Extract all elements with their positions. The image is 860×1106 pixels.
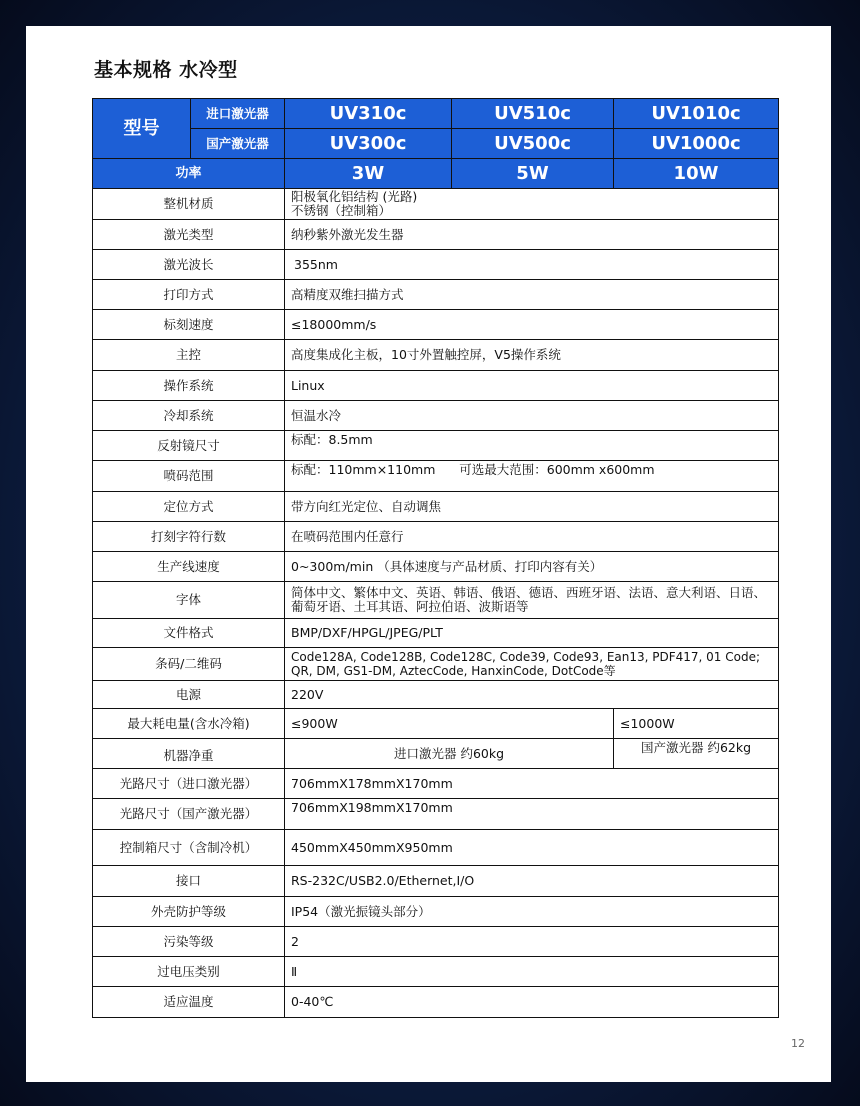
material-line-1: 阳极氧化铝结构 (光路)	[291, 189, 418, 204]
line-speed-value: 0~300m/min （具体速度与产品材质、打印内容有关）	[285, 552, 779, 582]
imported-model-2: UV510c	[452, 99, 614, 129]
material-label: 整机材质	[93, 189, 285, 220]
positioning-label: 定位方式	[93, 492, 285, 522]
file-format-value: BMP/DXF/HPGL/JPEG/PLT	[285, 619, 779, 648]
coding-range-label: 喷码范围	[93, 461, 285, 492]
spec-row-marking-speed	[93, 310, 779, 340]
cooling-value: 恒温水冷	[285, 401, 779, 431]
spec-row-optical-domestic	[93, 799, 779, 830]
barcode-label: 条码/二维码	[93, 648, 285, 681]
spec-row-protection	[93, 897, 779, 927]
spec-row-pollution	[93, 927, 779, 957]
max-power-label: 最大耗电量(含水冷箱)	[93, 709, 285, 739]
header-row-power	[93, 159, 779, 189]
control-box-label: 控制箱尺寸（含制冷机）	[93, 830, 285, 866]
power-supply-label: 电源	[93, 681, 285, 709]
spec-row-cooling	[93, 401, 779, 431]
spec-row-fonts	[93, 582, 779, 619]
spec-row-wavelength	[93, 250, 779, 280]
spec-row-interface	[93, 866, 779, 897]
pollution-value: 2	[285, 927, 779, 957]
power-value-1: 3W	[285, 159, 452, 189]
protection-value: IP54（激光振镜头部分）	[285, 897, 779, 927]
spec-page	[26, 26, 831, 1082]
optical-domestic-value: 706mmX198mmX170mm	[285, 799, 779, 830]
temperature-label: 适应温度	[93, 987, 285, 1018]
spec-row-line-speed	[93, 552, 779, 582]
spec-row-power-supply	[93, 681, 779, 709]
control-box-value: 450mmX450mmX950mm	[285, 830, 779, 866]
lines-value: 在喷码范围内任意行	[285, 522, 779, 552]
spec-row-os	[93, 371, 779, 401]
spec-row-controller	[93, 340, 779, 371]
spec-row-overvoltage	[93, 957, 779, 987]
max-power-value-imported: ≤900W	[285, 709, 614, 739]
spec-row-weight	[93, 739, 779, 769]
page-number: 12	[791, 1037, 805, 1050]
spec-row-print-method	[93, 280, 779, 310]
page-title: 基本规格 水冷型	[94, 59, 238, 81]
domestic-laser-header: 国产激光器	[191, 129, 285, 159]
file-format-label: 文件格式	[93, 619, 285, 648]
marking-speed-label: 标刻速度	[93, 310, 285, 340]
spec-row-material	[93, 189, 779, 220]
spec-row-file-format	[93, 619, 779, 648]
protection-label: 外壳防护等级	[93, 897, 285, 927]
material-value	[285, 189, 779, 220]
spec-table	[92, 98, 779, 1018]
wavelength-label: 激光波长	[93, 250, 285, 280]
weight-value-domestic: 国产激光器 约62kg	[614, 739, 779, 769]
power-header: 功率	[93, 159, 285, 189]
os-value: Linux	[285, 371, 779, 401]
header-row-domestic	[93, 129, 779, 159]
laser-type-label: 激光类型	[93, 220, 285, 250]
weight-value-imported: 进口激光器 约60kg	[285, 739, 614, 769]
laser-type-value: 纳秒紫外激光发生器	[285, 220, 779, 250]
print-method-value: 高精度双维扫描方式	[285, 280, 779, 310]
spec-row-mirror	[93, 431, 779, 461]
domestic-model-1: UV300c	[285, 129, 452, 159]
spec-row-laser-type	[93, 220, 779, 250]
domestic-model-2: UV500c	[452, 129, 614, 159]
domestic-model-3: UV1000c	[614, 129, 779, 159]
imported-model-3: UV1010c	[614, 99, 779, 129]
spec-row-lines	[93, 522, 779, 552]
positioning-value: 带方向红光定位、自动调焦	[285, 492, 779, 522]
controller-value: 高度集成化主板，10寸外置触控屏，V5操作系统	[285, 340, 779, 371]
lines-label: 打刻字符行数	[93, 522, 285, 552]
material-line-2: 不锈钢（控制箱）	[291, 203, 392, 218]
wavelength-value: 355nm	[285, 250, 779, 280]
power-value-3: 10W	[614, 159, 779, 189]
power-value-2: 5W	[452, 159, 614, 189]
optical-imported-value: 706mmX178mmX170mm	[285, 769, 779, 799]
print-method-label: 打印方式	[93, 280, 285, 310]
temperature-value: 0-40℃	[285, 987, 779, 1018]
fonts-label: 字体	[93, 582, 285, 619]
spec-row-temperature	[93, 987, 779, 1018]
fonts-value: 简体中文、繁体中文、英语、韩语、俄语、德语、西班牙语、法语、意大利语、日语、葡萄牙语、土耳其语、阿拉伯语、波斯语等	[285, 582, 779, 619]
mirror-value: 标配：8.5mm	[285, 431, 779, 461]
spec-row-coding-range	[93, 461, 779, 492]
marking-speed-value: ≤18000mm/s	[285, 310, 779, 340]
imported-laser-header: 进口激光器	[191, 99, 285, 129]
spec-row-barcode	[93, 648, 779, 681]
interface-value: RS-232C/USB2.0/Ethernet,I/O	[285, 866, 779, 897]
coding-range-value: 标配：110mm×110mm 可选最大范围：600mm x600mm	[285, 461, 779, 492]
spec-row-positioning	[93, 492, 779, 522]
pollution-label: 污染等级	[93, 927, 285, 957]
controller-label: 主控	[93, 340, 285, 371]
header-row-imported	[93, 99, 779, 129]
max-power-value-domestic: ≤1000W	[614, 709, 779, 739]
interface-label: 接口	[93, 866, 285, 897]
barcode-value: Code128A, Code128B, Code128C, Code39, Code93, Ean13, PDF417, 01 Code; QR, DM, GS1-DM, AztecCode, HanxinCode, DotCode等	[285, 648, 779, 681]
spec-row-optical-imported	[93, 769, 779, 799]
cooling-label: 冷却系统	[93, 401, 285, 431]
overvoltage-label: 过电压类别	[93, 957, 285, 987]
overvoltage-value: Ⅱ	[285, 957, 779, 987]
optical-imported-label: 光路尺寸（进口激光器）	[93, 769, 285, 799]
power-supply-value: 220V	[285, 681, 779, 709]
imported-model-1: UV310c	[285, 99, 452, 129]
spec-row-control-box	[93, 830, 779, 866]
line-speed-label: 生产线速度	[93, 552, 285, 582]
spec-row-max-power	[93, 709, 779, 739]
model-header: 型号	[93, 99, 191, 159]
os-label: 操作系统	[93, 371, 285, 401]
weight-label: 机器净重	[93, 739, 285, 769]
optical-domestic-label: 光路尺寸（国产激光器）	[93, 799, 285, 830]
mirror-label: 反射镜尺寸	[93, 431, 285, 461]
